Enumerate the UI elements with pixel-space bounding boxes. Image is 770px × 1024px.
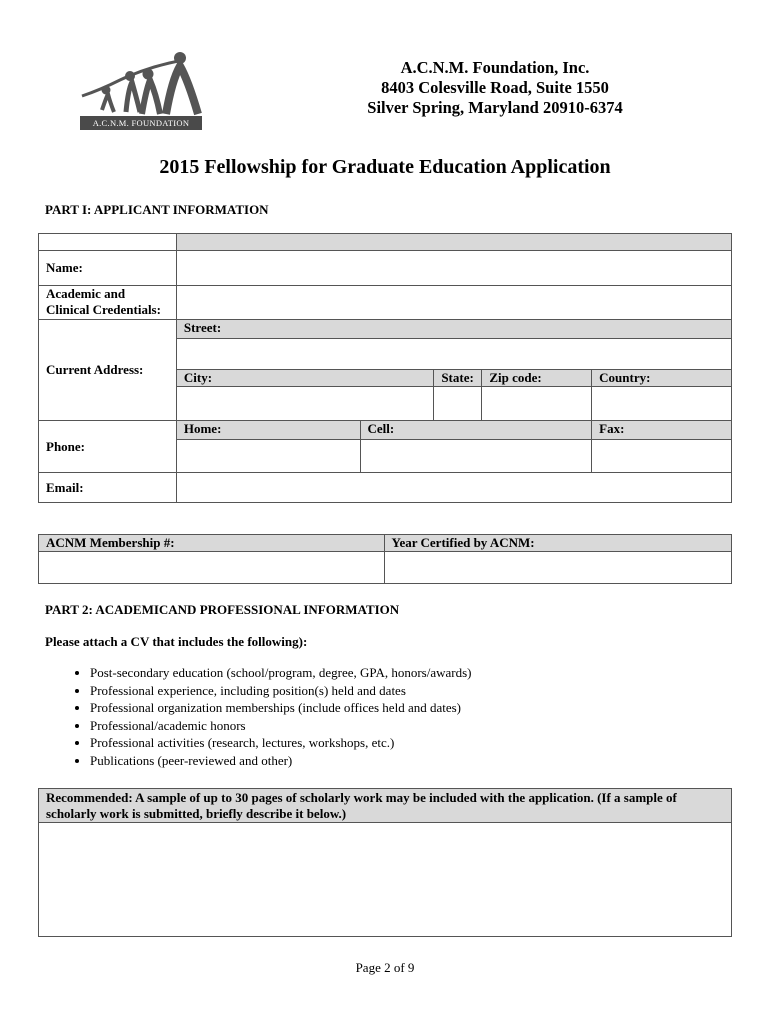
address-label: Current Address: (39, 320, 177, 421)
email-label: Email: (39, 473, 177, 503)
logo-figures-icon (80, 50, 202, 116)
year-certified-label: Year Certified by ACNM: (384, 535, 731, 552)
list-item: • Professional/academic honors (90, 717, 471, 735)
cv-requirements-list (44, 664, 471, 769)
cell-phone-field[interactable] (360, 440, 592, 473)
email-row (39, 473, 732, 503)
year-certified-field[interactable] (384, 552, 731, 584)
home-label: Home: (176, 421, 360, 440)
membership-number-label: ACNM Membership #: (39, 535, 385, 552)
email-field[interactable] (176, 473, 731, 503)
list-item: • Professional organization memberships (include offices held and dates) (90, 699, 471, 717)
page-number: Page 2 of 9 (355, 960, 415, 975)
part2-heading: PART 2: ACADEMICAND PROFESSIONAL INFORMATION (45, 602, 400, 617)
credentials-label-line2: Clinical Credentials: (46, 302, 161, 317)
name-field[interactable] (176, 251, 731, 286)
blank-cell (39, 234, 177, 251)
fax-field[interactable] (592, 440, 732, 473)
recommended-note (39, 789, 732, 823)
city-field[interactable] (176, 387, 433, 421)
zip-field[interactable] (482, 387, 592, 421)
credentials-label-line1: Academic and (46, 286, 126, 301)
home-phone-field[interactable] (176, 440, 360, 473)
street-label-row (39, 320, 732, 339)
phone-label-row (39, 421, 732, 440)
membership-table (38, 534, 732, 584)
scholarly-work-description-field[interactable] (39, 823, 732, 937)
name-label: Name: (39, 251, 177, 286)
phone-label: Phone: (39, 421, 177, 473)
fax-label: Fax: (592, 421, 732, 440)
street-field[interactable] (176, 339, 731, 370)
recommended-line-2: scholarly work is submitted, briefly describe it below.) (46, 806, 347, 821)
name-row (39, 251, 732, 286)
list-item: • Publications (peer-reviewed and other) (90, 752, 471, 770)
credentials-label (39, 286, 177, 320)
zip-label: Zip code: (482, 370, 592, 387)
country-field[interactable] (592, 387, 732, 421)
org-name: A.C.N.M. Foundation, Inc. (400, 58, 590, 77)
recommended-line-1: Recommended: A sample of up to 30 pages of scholarly work may be included with the application. (If a sample of (46, 790, 677, 805)
address-line-1: 8403 Colesville Road, Suite 1550 (381, 78, 609, 97)
membership-label-row (39, 535, 732, 552)
gray-header-cell (176, 234, 731, 251)
logo-text: A.C.N.M. FOUNDATION (80, 116, 202, 130)
street-label: Street: (176, 320, 731, 339)
part1-heading: PART I: APPLICANT INFORMATION (45, 202, 269, 217)
header-row (39, 234, 732, 251)
credentials-row (39, 286, 732, 320)
cell-label: Cell: (360, 421, 592, 440)
organization-address (330, 58, 660, 118)
membership-field-row (39, 552, 732, 584)
address-line-2: Silver Spring, Maryland 20910-6374 (367, 98, 623, 117)
cv-instruction: Please attach a CV that includes the following): (45, 634, 308, 649)
applicant-info-table (38, 233, 732, 503)
state-label: State: (434, 370, 482, 387)
city-label: City: (176, 370, 433, 387)
credentials-field[interactable] (176, 286, 731, 320)
country-label: Country: (592, 370, 732, 387)
page-title: 2015 Fellowship for Graduate Education Application (159, 156, 611, 178)
scholarly-work-row (39, 823, 732, 937)
scholarly-work-table (38, 788, 732, 937)
membership-number-field[interactable] (39, 552, 385, 584)
acnm-foundation-logo (80, 50, 202, 132)
list-item: • Post-secondary education (school/program, degree, GPA, honors/awards) (90, 664, 471, 682)
state-field[interactable] (434, 387, 482, 421)
recommended-row (39, 789, 732, 823)
list-item: • Professional experience, including position(s) held and dates (90, 682, 471, 700)
list-item: • Professional activities (research, lectures, workshops, etc.) (90, 734, 471, 752)
